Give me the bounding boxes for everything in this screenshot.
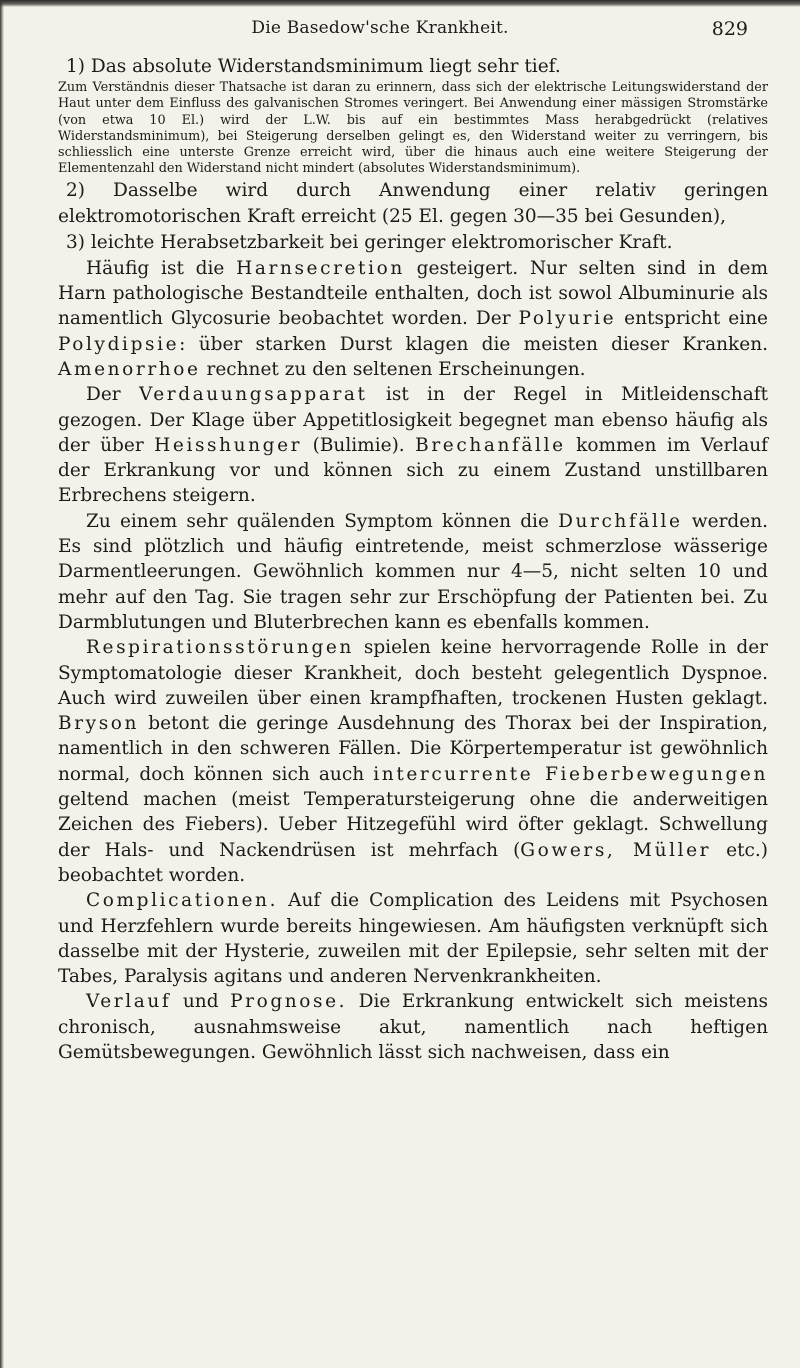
spaced-term: Verlauf — [86, 991, 172, 1013]
text-run: kommen im Verlauf der Erkrankung vor und können sich zu einem Zustand unstillbaren Erbrechens steigern. — [58, 434, 769, 507]
paragraph-durchfaelle — [58, 509, 768, 635]
paragraph-verdauung — [58, 382, 768, 508]
spaced-term: Gowers, Müller — [520, 839, 712, 861]
paragraph-verlauf — [58, 989, 768, 1065]
text-run: und — [171, 991, 231, 1013]
point-3: 3) leichte Herabsetzbarkeit bei geringer elektromorischer Kraft. — [66, 231, 673, 253]
spaced-term: Complicationen. — [86, 890, 279, 912]
text-run: Zu einem sehr quälenden Symptom können die — [86, 510, 559, 532]
text-run: ist in der Regel in Mitleidenschaft gezogen. Der Klage über Appetitlosigkeit begegnet man ebenso häufig als der über — [58, 384, 769, 456]
scan-top-edge — [0, 0, 800, 7]
spaced-term: Polydipsie — [58, 333, 180, 355]
text-run: Häufig ist die — [86, 257, 237, 279]
text-run: Der — [86, 384, 139, 406]
spaced-term: intercurrente Fieberbewegungen — [373, 763, 768, 785]
text-run: rechnet zu den seltenen Erscheinungen. — [200, 358, 586, 380]
spaced-term: Bryson — [58, 713, 140, 735]
text-run: gesteigert. Nur selten sind in dem Harn pathologische Bestandteile enthalten, doch ist sowol Albuminurie als namentlich Glycosurie beobachtet worden. Der — [58, 257, 768, 330]
text-run: betont die geringe Ausdehnung des Thorax bei der Inspiration, namentlich in den schweren Fällen. Die Körpertemperatur ist gewöhnlich normal, doch können sich auch — [58, 713, 768, 785]
spaced-term: Prognose. — [230, 991, 348, 1013]
page-number: 829 — [711, 18, 748, 40]
page-body — [58, 54, 768, 1065]
text-run: spielen keine hervorragende Rolle in der Symptomatologie dieser Krankheit, doch besteht gelegentlich Dyspnoe. Auch wird zuweilen über einen krampfhaften, trockenen Husten geklagt. — [58, 637, 768, 709]
spaced-term: Harnsecretion — [236, 257, 405, 279]
point-2: 2) Dasselbe wird durch Anwendung einer relativ geringen elektromotorischen Kraft erreicht (25 El. gegen 30—35 bei Gesunden), — [58, 179, 768, 227]
paragraph-respiration — [58, 635, 768, 888]
scan-left-edge — [0, 0, 4, 1368]
paragraph-complicationen — [58, 888, 768, 989]
text-run: geltend machen (meist Temperatursteigerung ohne die anderweitigen Zeichen des Fiebers). Ueber Hitzegefühl wird öfter geklagt. Schwellung der Hals- und Nackendrüsen ist mehrfach ( — [58, 789, 768, 861]
spaced-term: Verdauungsapparat — [138, 384, 368, 406]
spaced-term: Respirationsstörungen — [86, 637, 354, 659]
text-run: werden. Es sind plötzlich und häufig eintretende, meist schmerzlose wässerige Darmentleerungen. Gewöhnlich kommen nur 4—5, nicht selten 10 und mehr auf den Tag. Sie tragen sehr zur Erschöpfung der Patienten bei. Zu Darmblutungen und Bluterbrechen kann es ebenfalls kommen. — [58, 510, 768, 633]
text-run: Die Erkrankung entwickelt sich meistens chronisch, ausnahmsweise akut, namentlich nach heftigen Gemütsbewegungen. Gewöhnlich lässt sich nachweisen, dass ein — [58, 991, 768, 1063]
page-header — [0, 16, 800, 42]
paragraph-harnsecretion — [58, 256, 768, 382]
running-title: Die Basedow'sche Krankheit. — [251, 18, 509, 38]
text-run: etc.) beobachtet worden. — [58, 839, 768, 886]
text-run: : über starken Durst klagen die meisten dieser Kranken. — [179, 333, 768, 355]
point-1-footnote: Zum Verständnis dieser Thatsache ist daran zu erinnern, dass sich der elektrische Leitungswiderstand der Haut unter dem Einfluss des galvanischen Stromes veringert. Bei Anwendung einer mässigen Stromstärke (von etwa 10 El.) wird der L.W. bis auf ein bestimmtes Mass herabgedrückt (relatives Widerstandsminimum), bei Steigerung derselben gelingt es, den Widerstand weiter zu verringern, bis schliesslich eine unterste Grenze erreicht wird, über die hinaus auch eine weitere Steigerung der Elementenzahl den Widerstand nicht mindert (absolutes Widerstandsminimum). — [58, 80, 768, 177]
spaced-term: Amenorrhoe — [58, 358, 201, 380]
spaced-term: Brechanfälle — [415, 434, 566, 456]
spaced-term: Heisshunger — [154, 434, 303, 456]
text-run: Auf die Complication des Leidens mit Psychosen und Herzfehlern wurde bereits hingewiesen. Am häufigsten verknüpft sich dasselbe mit der Hysterie, zuweilen mit der Epilepsie, sehr selten mit der Tabes, Paralysis agitans und anderen Nervenkrankheiten. — [58, 890, 768, 988]
point-1-heading: 1) Das absolute Widerstandsminimum liegt sehr tief. — [66, 56, 561, 77]
text-run: (Bulimie). — [302, 434, 416, 456]
spaced-term: Durchfälle — [558, 510, 683, 532]
text-run: entspricht eine — [616, 308, 769, 330]
spaced-term: Polyurie — [518, 308, 617, 330]
